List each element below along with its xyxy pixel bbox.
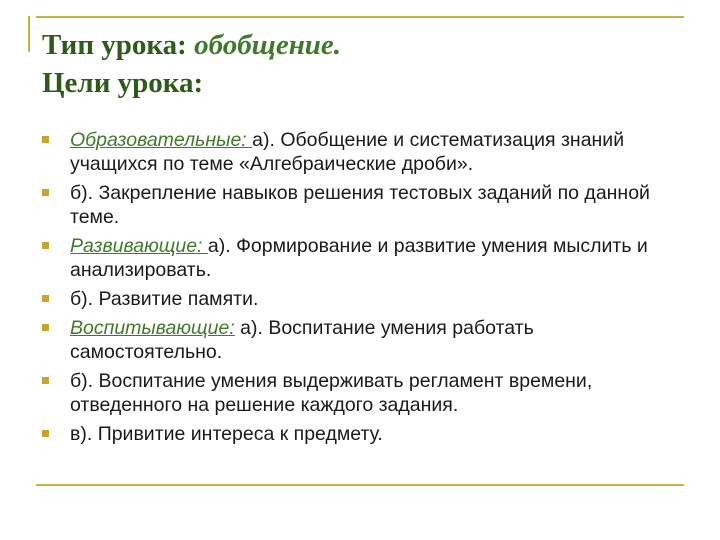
item-text: а). Воспитание умения работать самостоятельно.: [70, 317, 534, 363]
bullet-icon: [42, 189, 49, 196]
list-item: [42, 181, 672, 229]
item-text: б). Закрепление навыков решения тестовых заданий по данной теме.: [70, 182, 650, 228]
bullet-icon: [42, 324, 49, 331]
bullet-icon: [42, 242, 49, 249]
list-item: [42, 316, 672, 364]
slide-title: [42, 26, 682, 102]
list-item: [42, 128, 672, 176]
item-label: Воспитывающие:: [70, 317, 235, 339]
item-label: Образовательные:: [70, 129, 253, 151]
goals-list: [42, 128, 672, 451]
left-rule: [28, 16, 30, 52]
bullet-icon: [42, 295, 49, 302]
lesson-type-prefix: Тип урока:: [42, 29, 195, 61]
lesson-goals-heading: Цели урока:: [42, 67, 204, 99]
list-item: [42, 369, 672, 417]
lesson-type-line: [42, 26, 682, 64]
item-text: а). Обобщение и систематизация знаний учащихся по теме «Алгебраические дроби».: [70, 129, 625, 175]
list-item: [42, 234, 672, 282]
list-item: [42, 422, 672, 446]
top-rule: [36, 16, 684, 18]
bullet-icon: [42, 377, 49, 384]
item-text: б). Воспитание умения выдерживать регламент времени, отведенного на решение каждого задания.: [70, 370, 593, 416]
bullet-icon: [42, 430, 49, 437]
item-text: в). Привитие интереса к предмету.: [70, 423, 383, 445]
list-item: [42, 287, 672, 311]
item-text: а). Формирование и развитие умения мыслить и анализировать.: [70, 235, 648, 281]
bottom-rule: [36, 484, 684, 486]
lesson-type-value: обобщение.: [194, 29, 342, 61]
item-text: б). Развитие памяти.: [70, 288, 259, 310]
item-label: Развивающие:: [70, 235, 208, 257]
bullet-icon: [42, 136, 49, 143]
